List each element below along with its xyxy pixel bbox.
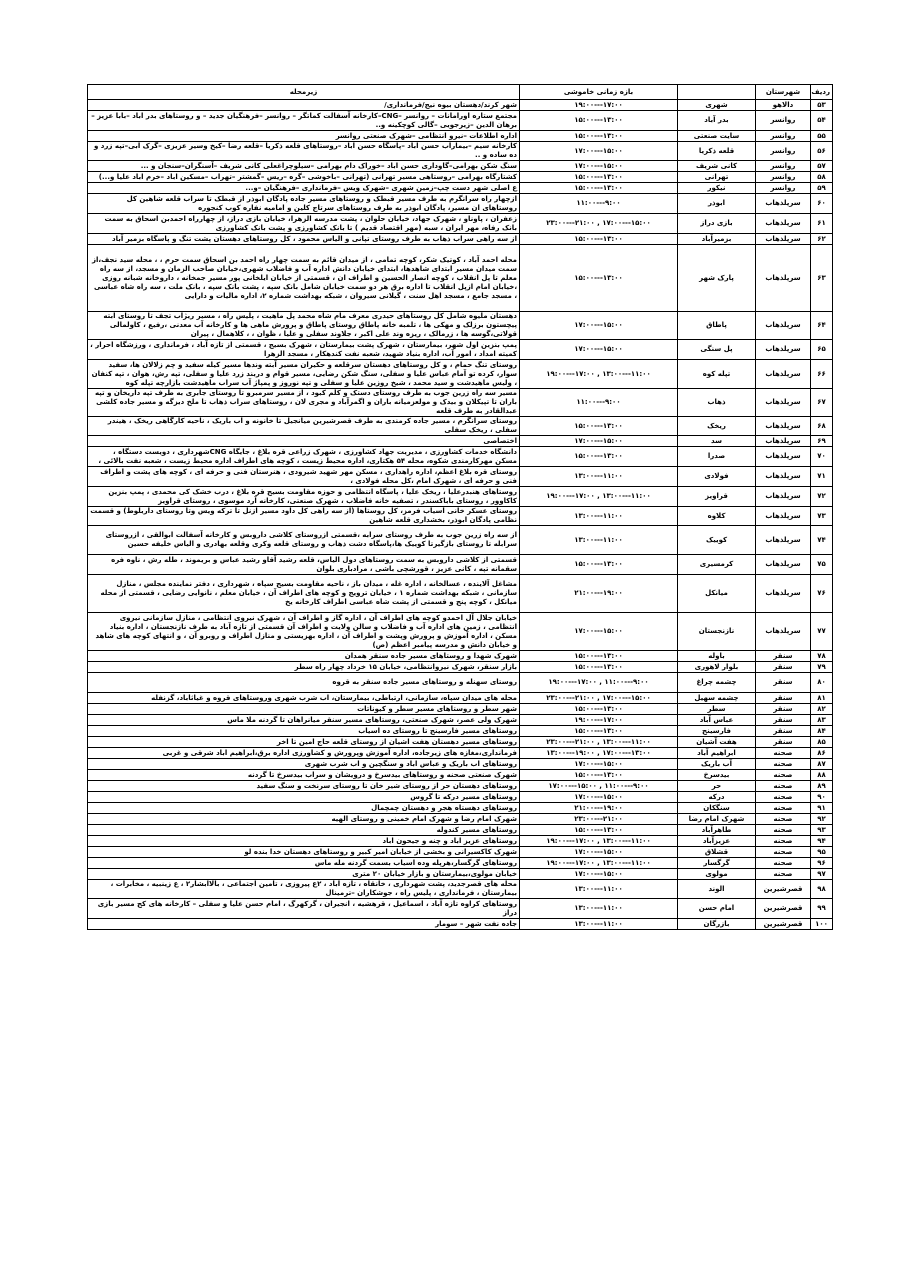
row-region: عباس آباد — [678, 715, 756, 726]
row-region: کلاوه — [678, 507, 756, 526]
row-num: ۸۳ — [811, 715, 833, 726]
row-city: صحنه — [756, 748, 811, 759]
table-row — [88, 858, 833, 869]
row-region: نیکور — [678, 183, 756, 194]
row-time: ۲۱:۰۰---۲۳:۰۰ — [520, 814, 678, 825]
row-city: صحنه — [756, 836, 811, 847]
table-row — [88, 847, 833, 858]
row-city: صحنه — [756, 803, 811, 814]
table-row — [88, 737, 833, 748]
row-city: سرپلذهاب — [756, 417, 811, 436]
row-area: شهرک کاکسیرانی و بخشی از خیابان امیر کبیر و روستاهای دهستان خدا بنده لو — [88, 847, 520, 858]
row-time: ۱۳:۰۰---۱۵:۰۰ — [520, 234, 678, 245]
outage-schedule-sheet — [87, 84, 832, 930]
row-region: فولادی — [678, 467, 756, 487]
row-city: سرپلذهاب — [756, 575, 811, 613]
row-num: ۶۱ — [811, 214, 833, 234]
row-region: بازرگان — [678, 919, 756, 930]
row-time: ۱۳:۰۰---۱۵:۰۰ — [520, 651, 678, 662]
row-city: صحنه — [756, 759, 811, 770]
row-city: سرپلذهاب — [756, 214, 811, 234]
row-region: کوییک — [678, 526, 756, 555]
row-num: ۵۳ — [811, 100, 833, 111]
row-city: صحنه — [756, 814, 811, 825]
row-city: دالاهو — [756, 100, 811, 111]
row-area: خیابان جلال آل احمدو کوچه های اطراف آن ، اداره گاز و اطراف آن ، شهرک نیروی انتظامی ، منازل سازمانی نیروی انتظامی ، زمین های اداره آب و فاضلاب و سالن ولایت و اطراف آن قسمتی از تازه آباد به طرف نازنجستان ، اداره بنیاد مسکن ، اداره آموزش و پرورش وپشت و اطراف آن ، اداره بهزیستی و منازل اطراف و روبرو آن ، و انتهای کوچه های شاهد و خیابان دانش و مدرسه پیامبر اعظم (ص) — [88, 613, 520, 651]
row-num: ۶۴ — [811, 312, 833, 340]
row-time: ۱۳:۰۰---۱۵:۰۰ — [520, 131, 678, 142]
row-city: سرپلذهاب — [756, 613, 811, 651]
table-row — [88, 575, 833, 613]
row-region: چشمه چراغ — [678, 673, 756, 693]
row-region: سنگکان — [678, 803, 756, 814]
row-city: سرپلذهاب — [756, 526, 811, 555]
row-city: سنقر — [756, 651, 811, 662]
row-area: شهرک ولی عصر، شهرک صنعتی، روستاهای مسیر سنقر میانراهان تا گردنه ملا ماس — [88, 715, 520, 726]
table-row — [88, 704, 833, 715]
row-time: ۱۳:۰۰---۱۵:۰۰ — [520, 111, 678, 131]
row-area: مشاغل آلاینده ، عسالخانه ، اداره غله ، میدان باز ، ناحیه مقاومت بسیج سپاه ، شهرداری ، دفتر نماینده مجلس ، منازل سازمانی ، شبکه بهداشت شماره ۱ ، خیابان ترویج و کوچه های اطراف آن ، خیابان معلم ، نانوایی رضایی ، قسمتی از محله میانکل ، کوچه پنج و قسمتی از پشت شاه عباسی اطراف کارخانه یخ — [88, 575, 520, 613]
row-region: درکه — [678, 792, 756, 803]
table-row — [88, 234, 833, 245]
row-num: ۷۶ — [811, 575, 833, 613]
row-time: ۱۵:۰۰---۱۷:۰۰ — [520, 759, 678, 770]
row-region: حر — [678, 781, 756, 792]
row-area: روستای قره بلاغ اعظم، اداره راهداری ، مسکن مهر شهید شیرودی ، هنرستان فنی و حرفه ای ، کوچه های پشت و اطراف فنی و حرفه ای ، شهرک امام ،کل محله فولادی ، — [88, 467, 520, 487]
row-region: عزیزآباد — [678, 836, 756, 847]
row-num: ۸۰ — [811, 673, 833, 693]
row-region: ابراهیم آباد — [678, 748, 756, 759]
row-time: ۱۳:۰۰---۱۵:۰۰ — [520, 726, 678, 737]
row-time: ۱۱:۰۰---۱۳:۰۰ , ۱۷:۰۰---۱۹:۰۰ — [520, 360, 678, 389]
row-time: ۱۱:۰۰---۱۳:۰۰ — [520, 467, 678, 487]
row-time: ۱۱:۰۰---۱۳:۰۰ — [520, 919, 678, 930]
row-time: ۱۳:۰۰---۱۵:۰۰ — [520, 417, 678, 436]
row-area: محله احمد آباد ، کوتیک شکر، کوچه تمامی ، از میدان قائم به سمت چهار راه احمد بن اسحاق سمت حرم ، ، محله سید نجف،از سمت میدان مسیر ابتدای شاهدها، ابتدای خیابان دانش اداره آب و فاضلاب شهری،خیابان صاحب الزمان و مسجد، از سه راه معلم تا پل انقلاب ، کوچه انصار الحسین و اطراف ان ، قسمتی از خیابان ایلخانی پور مسیر جمخانه ، داروخانه شبانه روزی ،خیابان امام ازپل انقلاب تا اداره برق هر دو سمت خیابان شامل بانک سپه ، پشت بانک سپه ، بانک ملت ، سه راه شاه عباسی ، مسجد جامع ، مسجد اهل سنت ، گیلانی سیروان ، شبکه بهداشت شماره ۲، اداره مالیات و دارایی — [88, 245, 520, 312]
row-time: ۹:۰۰---۱۱:۰۰ , ۱۷:۰۰---۱۹:۰۰ — [520, 673, 678, 693]
row-num: ۸۵ — [811, 737, 833, 748]
row-num: ۹۷ — [811, 869, 833, 880]
row-num: ۵۴ — [811, 111, 833, 131]
table-row — [88, 651, 833, 662]
row-time: ۱۵:۰۰---۱۷:۰۰ — [520, 340, 678, 360]
header-region — [678, 85, 756, 100]
row-region: پارک شهر — [678, 245, 756, 312]
row-time: ۱۵:۰۰---۱۷:۰۰ — [520, 613, 678, 651]
row-time: ۱۱:۰۰---۱۳:۰۰ — [520, 526, 678, 555]
row-region: بزمیرآباد — [678, 234, 756, 245]
row-city: سنقر — [756, 693, 811, 704]
row-region: قشلاق — [678, 847, 756, 858]
row-region: مولوی — [678, 869, 756, 880]
row-city: روانسر — [756, 161, 811, 172]
row-time: ۱۷:۰۰---۱۹:۰۰ — [520, 715, 678, 726]
row-time: ۱۵:۰۰---۱۷:۰۰ — [520, 436, 678, 447]
table-row — [88, 919, 833, 930]
row-city: سنقر — [756, 673, 811, 693]
header-time: بازه زمانی خاموشی — [520, 85, 678, 100]
row-time: ۱۵:۰۰---۱۷:۰۰ — [520, 792, 678, 803]
row-area: قسمتی از کلاشی داروبس به سمت روستاهای دول الیاس، قلعه رشید آقاو رشید عباس و بریموند ، طله رش ، ناوه فره سقمانه تپه ، کانی عزیز ، قورشچی باشی ، مرادباری بلوان — [88, 555, 520, 575]
row-num: ۱۰۰ — [811, 919, 833, 930]
row-time: ۹:۰۰---۱۱:۰۰ — [520, 194, 678, 214]
row-area: شهرک صنعتی صحنه و روستاهای بیدسرخ و درویشان و سراب بیدسرخ تا گردنه — [88, 770, 520, 781]
row-city: سرپلذهاب — [756, 555, 811, 575]
table-row — [88, 748, 833, 759]
row-region: پل سنگی — [678, 340, 756, 360]
row-city: سرپلذهاب — [756, 312, 811, 340]
table-row — [88, 759, 833, 770]
row-city: قصرشیرین — [756, 880, 811, 899]
row-region: هفت آشیان — [678, 737, 756, 748]
row-area: روستای سهنله و روستاهای مسیر جاده سنقر به قروه — [88, 673, 520, 693]
row-time: ۹:۰۰---۱۱:۰۰ — [520, 389, 678, 417]
row-num: ۸۷ — [811, 759, 833, 770]
row-city: روانسر — [756, 111, 811, 131]
row-num: ۶۵ — [811, 340, 833, 360]
row-city: صحنه — [756, 792, 811, 803]
row-city: سنقر — [756, 704, 811, 715]
table-row — [88, 245, 833, 312]
row-city: صحنه — [756, 869, 811, 880]
row-num: ۶۷ — [811, 389, 833, 417]
table-row — [88, 214, 833, 234]
table-row — [88, 340, 833, 360]
row-area: اداره اطلاعات –نیرو انتظامی –شهرک صنعتی روانسر — [88, 131, 520, 142]
row-num: ۹۶ — [811, 858, 833, 869]
row-area: محله های قصرجدید، پشت شهرداری ، خانقاه ، تازه آباد ، ۲ع پیروزی ، تامین اجتماعی ، بالاآبشار۲ ، ع زینبیه ، مخابرات ، بیمارستان ، فرمانداری ، پلیس راه ، جوشکاران –ترمینال — [88, 880, 520, 899]
row-city: سرپلذهاب — [756, 245, 811, 312]
row-city: سرپلذهاب — [756, 436, 811, 447]
row-region: شهرک امام رضا — [678, 814, 756, 825]
row-area: کارخانه سیم –بیماراب حسن اباد –پاسگاه حسن اباد –روستاهای قلعه ذکریا –قلعه رضا –کیخ وسیر عزیزی –گرک آبی–تپه زرد و ده ساده و .. — [88, 142, 520, 161]
row-region: باوله — [678, 651, 756, 662]
row-area: ع اصلی شهر دست چپ–زمین شهری –شهرک ویس –فرمانداری –فرهنگیان –و... — [88, 183, 520, 194]
row-area: فرمانداری،مغازه های زیرجاده، اداره آموزش وپرورش و کشاورزی اداره برق،ابراهیم اباد شرقی و غربی — [88, 748, 520, 759]
row-num: ۹۳ — [811, 825, 833, 836]
row-num: ۷۵ — [811, 555, 833, 575]
row-region: قراویز — [678, 487, 756, 507]
row-num: ۷۱ — [811, 467, 833, 487]
row-num: ۶۰ — [811, 194, 833, 214]
row-region: سد — [678, 436, 756, 447]
row-region: بلوار لاهوری — [678, 662, 756, 673]
row-city: سرپلذهاب — [756, 487, 811, 507]
table-row — [88, 436, 833, 447]
row-city: صحنه — [756, 770, 811, 781]
row-area: کشتارگاه بهرامی –روستاهی مسیر تهرانی (تهرانی –باخوشی –گره –ریس –گمشتر –تهراب –مسکین اباد –خرم اباد علیا و...) — [88, 172, 520, 183]
row-time: ۱۱:۰۰---۱۳:۰۰ — [520, 899, 678, 919]
row-region: فارسینج — [678, 726, 756, 737]
row-city: روانسر — [756, 131, 811, 142]
row-region: چشمه سهیل — [678, 693, 756, 704]
table-row — [88, 673, 833, 693]
row-city: سنقر — [756, 737, 811, 748]
header-row — [88, 85, 833, 100]
row-region: صدرا — [678, 447, 756, 467]
row-region: طاهرآباد — [678, 825, 756, 836]
table-row — [88, 194, 833, 214]
row-area: شهرک شهدا و روستاهای مسیر جاده سنقر همدان — [88, 651, 520, 662]
row-time: ۱۵:۰۰---۱۷:۰۰ — [520, 142, 678, 161]
row-area: از سه راهی سراب ذهاب به طرف روستای تپانی و الیاس محمود ، کل روستاهای دهستان پشت تنگ و پاسگاه بزمیر آباد — [88, 234, 520, 245]
row-area: بازار سنقر، شهرک نیروانتظامی، خیابان ۱۵ خرداد چهار راه سطر — [88, 662, 520, 673]
row-area: روستاهای مسیر درکه تا گروس — [88, 792, 520, 803]
row-area: سنگ شکن بهرامی–گاوداری حسن اباد –خوراک دام بهرامی –سیلوچراغعلی کانی شریف –آسنگران–سنجان و ... — [88, 161, 520, 172]
row-time: ۱۹:۰۰---۲۱:۰۰ — [520, 575, 678, 613]
row-city: قصرشیرین — [756, 919, 811, 930]
table-row — [88, 814, 833, 825]
table-row — [88, 899, 833, 919]
row-num: ۶۸ — [811, 417, 833, 436]
table-row — [88, 487, 833, 507]
row-area: روستاهای گرگسار،هرپله وده اسیاب بسمت گردنه مله ماس — [88, 858, 520, 869]
row-region: الوند — [678, 880, 756, 899]
table-row — [88, 507, 833, 526]
row-area: مسیر سه راه زرین جوب به طرف روستای دستک و کلم کبود ، از مسیر سرمبرو تا روستای جابری به طرف تپه داریخان و تپه باران تا تپیکلان و بیدک و مولعزمیانه باران و اگمرآباد و مجری لان ، روستاهای سراب ذهاب تا ملخ دیزگه و مسیر جاده کلشی عبدالقادر به طرف قلعه — [88, 389, 520, 417]
row-time: ۱۳:۰۰---۱۵:۰۰ — [520, 447, 678, 467]
row-area: روستای تنگ حمام ، و کل روستاهای دهستان سرقلعه و حکیران مسیر آبته وندها مسیر کیله سفید و چم زلالان ها، سفید سوار، کرده تو آمام عباس علیا و سفلی، سنگ شکن رضایی، مسیر قوام و دربند زرد علیا و سفلی، تپه رش، هوان ، تپه کنفان ، ولیس ماهیدشت و سید محمد ، شیخ روزین علیا و سفلی و تپه نوروز و پمپاژ آب سراب ماهیدشت بازارچه تپله کوه — [88, 360, 520, 389]
row-city: سرپلذهاب — [756, 507, 811, 526]
row-region: ذهاب — [678, 389, 756, 417]
row-num: ۶۹ — [811, 436, 833, 447]
row-region: سایت صنعتی — [678, 131, 756, 142]
row-area: روستاهای کراوه تازه آباد ، اسماعیل ، قرهشیه ، انجیران ، گرکهرگ ، امام حسن علیا و سفلی – کارخانه های کج مسیر بازی دراز — [88, 899, 520, 919]
table-row — [88, 360, 833, 389]
table-row — [88, 183, 833, 194]
row-num: ۷۰ — [811, 447, 833, 467]
row-time: ۱۵:۰۰---۱۷:۰۰ , ۲۱:۰۰---۲۳:۰۰ — [520, 214, 678, 234]
row-num: ۹۴ — [811, 836, 833, 847]
row-time: ۱۵:۰۰---۱۷:۰۰ — [520, 869, 678, 880]
row-area: روستاهای مسیر کندوله — [88, 825, 520, 836]
row-num: ۹۸ — [811, 880, 833, 899]
table-row — [88, 417, 833, 436]
row-num: ۵۸ — [811, 172, 833, 183]
row-time: ۱۱:۰۰---۱۳:۰۰ , ۱۷:۰۰---۱۹:۰۰ — [520, 487, 678, 507]
table-row — [88, 662, 833, 673]
row-city: سرپلذهاب — [756, 447, 811, 467]
row-time: ۱۳:۰۰---۱۵:۰۰ — [520, 770, 678, 781]
row-time: ۱۳:۰۰---۱۵:۰۰ — [520, 183, 678, 194]
row-time: ۱۱:۰۰---۱۳:۰۰ — [520, 880, 678, 899]
row-time: ۱۱:۰۰---۱۳:۰۰ , ۲۱:۰۰---۲۳:۰۰ — [520, 737, 678, 748]
row-region: ریخک — [678, 417, 756, 436]
table-row — [88, 726, 833, 737]
row-region: تهرانی — [678, 172, 756, 183]
row-region: کرمسیری — [678, 555, 756, 575]
table-row — [88, 880, 833, 899]
row-region: میانکل — [678, 575, 756, 613]
row-city: قصرشیرین — [756, 899, 811, 919]
row-time: ۱۱:۰۰---۱۳:۰۰ , ۱۷:۰۰---۱۹:۰۰ — [520, 836, 678, 847]
row-area: از سه راه زرین جوب به طرف روستای سرابه ،قسمتی ازروستای کلاشی داروبس و کارخانه آسفالت ابوالقی ، ازروستای سرابله تا روستای بازگیرتا کوییک ها،پاسگاه دشت ذهاب و روستای قلعه وکری وقلعه بهادری و الیاس خلیفه حسین — [88, 526, 520, 555]
row-area: روستاهای دهستاه هجر و دهستان چمچمال — [88, 803, 520, 814]
row-time: ۱۳:۰۰---۱۵:۰۰ — [520, 172, 678, 183]
row-city: صحنه — [756, 825, 811, 836]
table-row — [88, 693, 833, 704]
row-city: سرپلذهاب — [756, 194, 811, 214]
row-num: ۸۹ — [811, 781, 833, 792]
row-num: ۶۳ — [811, 245, 833, 312]
row-city: سرپلذهاب — [756, 467, 811, 487]
row-time: ۱۳:۰۰---۱۵:۰۰ — [520, 555, 678, 575]
row-num: ۷۲ — [811, 487, 833, 507]
row-region: بدر آباد — [678, 111, 756, 131]
row-num: ۷۳ — [811, 507, 833, 526]
row-area: روستای عسکر خانی آسیاب فرمز، کل روستاها (از سه راهی کل داود مسیر ازنل تا ترکه ویس وتا روستای داربلوط) و قسمت نظامی پادگان ابوذر، بخشداری قلعه شاهین — [88, 507, 520, 526]
row-region: شهری — [678, 100, 756, 111]
row-city: سرپلذهاب — [756, 340, 811, 360]
row-num: ۹۰ — [811, 792, 833, 803]
row-area: روستاهای مسیر دهستان هفت اشیان از روستای قلعه حاج امین تا اخر — [88, 737, 520, 748]
row-area: مجتمع ستاره اورامانات – روانسر –CNG–کارخانه آسفالت کماتگر – روانسر –فرهنگیان جدید – و روستاهای بدر اباد –بابا عزیز –برهان الدین –زیرجویی –گالی کوچکینه و.. — [88, 111, 520, 131]
row-area: اختصاصی — [88, 436, 520, 447]
table-row — [88, 613, 833, 651]
table-row — [88, 312, 833, 340]
table-row — [88, 825, 833, 836]
row-area: شهر سطر و روستاهای مسیر سطر و کیوناتات — [88, 704, 520, 715]
row-num: ۷۷ — [811, 613, 833, 651]
table-row — [88, 389, 833, 417]
row-city: سرپلذهاب — [756, 234, 811, 245]
row-num: ۹۹ — [811, 899, 833, 919]
row-area: روستاهای مسیر فارسینج تا روستای ده اسیاب — [88, 726, 520, 737]
table-row — [88, 447, 833, 467]
row-time: ۱۳:۰۰---۱۵:۰۰ — [520, 662, 678, 673]
row-city: سنقر — [756, 726, 811, 737]
row-area: ازچهار راه سرانگرم به طرف مسیر قبطک و روستاهای مسیر جاده پادگان ابوذر از قبطک تا سراب قلعه شاهین کل روستاهای ان مسیر، پادگان ابوذر به طرف روستاهای سرتاج کلین و امامیه نفاره کوب کنجوره — [88, 194, 520, 214]
header-num: ردیف — [811, 85, 833, 100]
row-city: سرپلذهاب — [756, 389, 811, 417]
row-area: روستاهای هنبدرعلیا ، ریخک علیا ، پاسگاه انتظامی و حوزه مقاومت بسیج قره بلاغ ، درب خشک کی محمدی ، پمپ بنزین کاکاوور ، روستای باباکسندر ، تصفیه خانه فاضلاب ، شهرک صنعتی، کارخانه آرد موسوی ، روستای قراویز — [88, 487, 520, 507]
row-time: ۹:۰۰---۱۱:۰۰ , ۱۵:۰۰---۱۷:۰۰ — [520, 781, 678, 792]
row-region: پاطاق — [678, 312, 756, 340]
row-region: ابوذر — [678, 194, 756, 214]
row-area: جاده نفت شهر – سومار — [88, 919, 520, 930]
row-num: ۸۱ — [811, 693, 833, 704]
row-num: ۹۱ — [811, 803, 833, 814]
row-time: ۱۱:۰۰---۱۳:۰۰ — [520, 507, 678, 526]
row-num: ۸۲ — [811, 704, 833, 715]
row-city: سنقر — [756, 662, 811, 673]
row-region: قلعه ذکریا — [678, 142, 756, 161]
row-region: نازنجستان — [678, 613, 756, 651]
table-row — [88, 869, 833, 880]
table-row — [88, 172, 833, 183]
row-time: ۱۵:۰۰---۱۷:۰۰ — [520, 312, 678, 340]
row-city: روانسر — [756, 183, 811, 194]
row-city: سنقر — [756, 715, 811, 726]
row-area: زعفران ، پاوناو ، شهرک جهاد، خیابان حلوان ، پشت مدرسه الزهرا، خیابان بازی دراز، از چهارراه احمدبن اسحاق به سمت بانک رفاه، مهر ایران ، سبه (مهر اقتصاد قدیم ) تا بانک کشاورزی و پشت بانک کشاورزی — [88, 214, 520, 234]
row-area: شهر کرند/دهستان بیوه نیج/فرمانداری/ — [88, 100, 520, 111]
row-area: پمپ بنزین اول شهر، بیمارستان ، شهرک پشت بیمارستان ، شهرک بسیج ، قسمتی از تازه آباد ، فرمانداری ، ورزشگاه احرار ، کمیته امداد ، امور آب، اداره بنیاد شهید، شعبه نفت کندهکار ، مسجد الزهرا — [88, 340, 520, 360]
row-time: ۱۳:۰۰---۱۵:۰۰ — [520, 704, 678, 715]
row-region: بازی دراز — [678, 214, 756, 234]
row-num: ۸۴ — [811, 726, 833, 737]
table-row — [88, 526, 833, 555]
row-time: ۱۳:۰۰---۱۷:۰۰ , ۱۹:۰۰---۱۳:۰۰ — [520, 748, 678, 759]
row-area: شهرک امام رضا و شهرک امام خمینی و روستای الهیه — [88, 814, 520, 825]
row-num: ۶۶ — [811, 360, 833, 389]
table-row — [88, 111, 833, 131]
row-num: ۸۸ — [811, 770, 833, 781]
row-num: ۵۷ — [811, 161, 833, 172]
table-row — [88, 836, 833, 847]
table-row — [88, 100, 833, 111]
table-row — [88, 781, 833, 792]
table-row — [88, 555, 833, 575]
row-city: صحنه — [756, 781, 811, 792]
row-area: دانشگاه خدمات کشاورزی ، مدیریت جهاد کشاورزی ، شهرک زراعی قره بلاغ ، جایگاه CNGشهرداری ، دویست دستگاه ، مسکن مهرکارمندی شکوه، محله ۵۴ هکتاری، اداره محیط زیست ، کوچه های اطراف اداره محیط زیست ، شعبه نفت بالائی ، — [88, 447, 520, 467]
table-row — [88, 161, 833, 172]
row-city: روانسر — [756, 142, 811, 161]
table-row — [88, 142, 833, 161]
table-row — [88, 770, 833, 781]
row-num: ۷۹ — [811, 662, 833, 673]
row-region: سطر — [678, 704, 756, 715]
row-region: آب باریک — [678, 759, 756, 770]
row-area: روستای سرانگرم ، مسیر جاده کرمندی به طرف قصرشیرین میانجیل تا خانونه و آب باریک ، ناحیه کارگاهی ریخک ، هیندر سفلی ، ریخک سفلی — [88, 417, 520, 436]
row-num: ۶۲ — [811, 234, 833, 245]
row-area: روستاهای اب باریک و عباس اباد و سنگچین و اب شرب شهری — [88, 759, 520, 770]
row-city: روانسر — [756, 172, 811, 183]
row-time: ۱۳:۰۰---۱۵:۰۰ — [520, 825, 678, 836]
row-region: امام حسن — [678, 899, 756, 919]
header-city: شهرستان — [756, 85, 811, 100]
row-time: ۱۷:۰۰---۱۹:۰۰ — [520, 100, 678, 111]
row-num: ۵۶ — [811, 142, 833, 161]
table-row — [88, 131, 833, 142]
table-row — [88, 803, 833, 814]
row-area: روستاهای عزیز اباد و چنه و جیحون اباد — [88, 836, 520, 847]
row-num: ۹۲ — [811, 814, 833, 825]
row-area: روستاهای دهستان حر از روستای شیر خان تا روستای سرنخت و سنگ سفید — [88, 781, 520, 792]
table-row — [88, 715, 833, 726]
row-time: ۱۱:۰۰---۱۳:۰۰ , ۱۷:۰۰---۱۹:۰۰ — [520, 858, 678, 869]
row-area: دهستان ملیوه شامل کل روستاهای حیدری معرف مام شاه محمد پل ماهیت ، پلیس راه ، مسیر ریژاب تجف تا روستای آبته پیچستون برزلک و مهکی ها ، تلمبه خانه پاطاق روستای پاطاق و پرورش ماهی ها و کارخانه آب معدنی ،رفیع ، کاولمالی قولاتی،گوسه ها ، زرمالک ، ریزه وند علی اکبر ، جلاوند سفلی و علیا ، ظوان ، ، کلاهمال ، پیران — [88, 312, 520, 340]
row-city: صحنه — [756, 847, 811, 858]
row-time: ۱۳:۰۰---۱۵:۰۰ — [520, 245, 678, 312]
row-num: ۵۵ — [811, 131, 833, 142]
row-num: ۹۵ — [811, 847, 833, 858]
row-area: محله های میدان سپاه، سازمانی، ارتباطی، بیمارستان، اب شرب شهری وروستاهای قروه و غیاثاباد، گزنفله — [88, 693, 520, 704]
row-region: گرگسار — [678, 858, 756, 869]
row-city: سرپلذهاب — [756, 360, 811, 389]
row-num: ۸۶ — [811, 748, 833, 759]
header-area: زیرمحله — [88, 85, 520, 100]
row-time: ۱۹:۰۰---۲۱:۰۰ — [520, 803, 678, 814]
row-region: تپله کوه — [678, 360, 756, 389]
outage-schedule-table — [87, 84, 833, 930]
row-num: ۷۴ — [811, 526, 833, 555]
row-area: خیابان مولوی،بیمارستان و بازار خیابان ۲۰ متری — [88, 869, 520, 880]
row-num: ۷۸ — [811, 651, 833, 662]
row-region: بیدسرخ — [678, 770, 756, 781]
table-row — [88, 792, 833, 803]
row-time: ۱۵:۰۰---۱۷:۰۰ , ۲۱:۰۰---۲۳:۰۰ — [520, 693, 678, 704]
row-num: ۵۹ — [811, 183, 833, 194]
table-row — [88, 467, 833, 487]
row-region: کانی شریف — [678, 161, 756, 172]
row-time: ۱۵:۰۰---۱۷:۰۰ — [520, 161, 678, 172]
row-city: صحنه — [756, 858, 811, 869]
row-time: ۱۵:۰۰---۱۷:۰۰ — [520, 847, 678, 858]
table-body — [88, 100, 833, 930]
